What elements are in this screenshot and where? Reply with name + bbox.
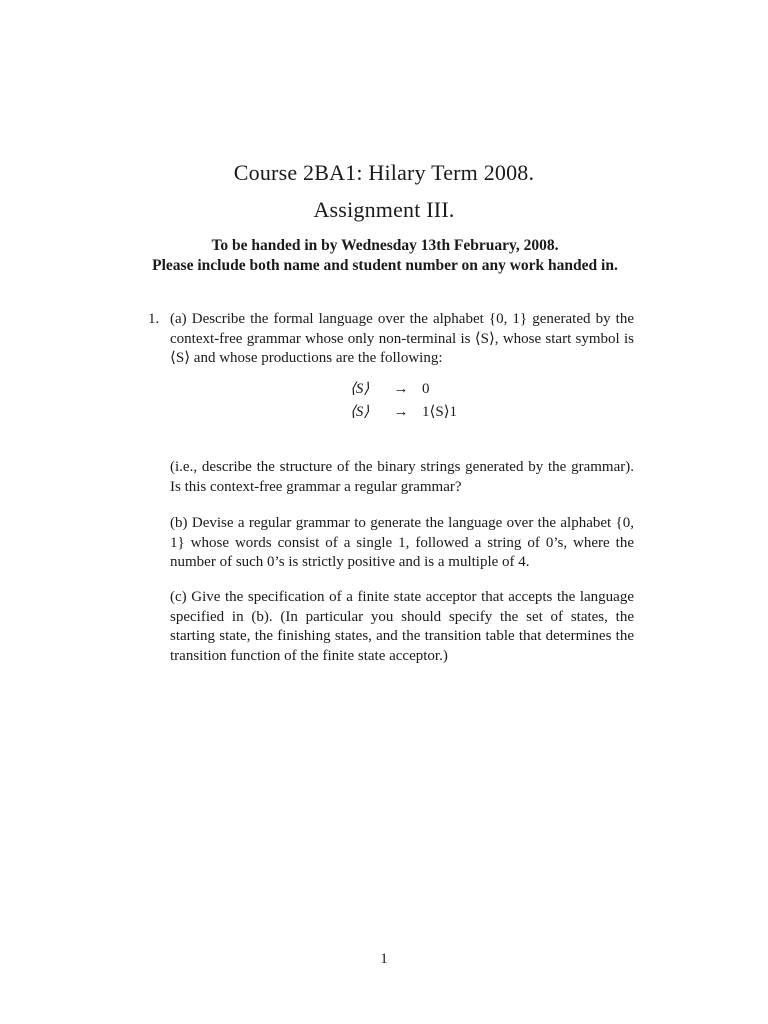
notice-line-1: To be handed in by Wednesday 13th February, 2008. [211, 237, 559, 254]
notice-line-2: Please include both name and student number on any work handed in. [152, 256, 618, 274]
question-number: 1. [148, 311, 160, 327]
production-rhs: 1⟨S⟩1 [422, 404, 458, 420]
part-a-text: (a) Describe the formal language over the alphabet {0, 1} generated by the context-free grammar whose only non-terminal is ⟨S⟩, whose start symbol is ⟨S⟩ and whose productions are the following: [170, 311, 634, 366]
production-row [350, 401, 457, 424]
production-lhs: ⟨S⟩ [350, 381, 370, 397]
part-b-text: (b) Devise a regular grammar to generate the language over the alphabet {0, 1} whose words consist of a single 1, followed a string of 0’s, where the number of such 0’s is strictly positive and is a multiple of 4. [170, 515, 634, 570]
production-row [350, 378, 457, 401]
part-c-text: (c) Give the specification of a finite state acceptor that accepts the language specified in (b). (In particular you should specify the set of states, the starting state, the finishing states, and the transition table that determines the transition function of the finite state acceptor.) [170, 589, 634, 664]
production-arrow: → [393, 381, 409, 397]
production-lhs: ⟨S⟩ [350, 404, 370, 420]
assignment-title: Assignment III. [313, 197, 455, 222]
course-title: Course 2BA1: Hilary Term 2008. [233, 160, 535, 185]
submission-notice [150, 236, 620, 275]
page-number: 1 [380, 951, 388, 967]
production-arrow: → [393, 404, 409, 420]
grammar-productions [350, 378, 457, 424]
production-rhs: 0 [422, 381, 430, 397]
part-a-followup: (i.e., describe the structure of the binary strings generated by the grammar). Is this context-free grammar a regular grammar? [170, 459, 634, 495]
